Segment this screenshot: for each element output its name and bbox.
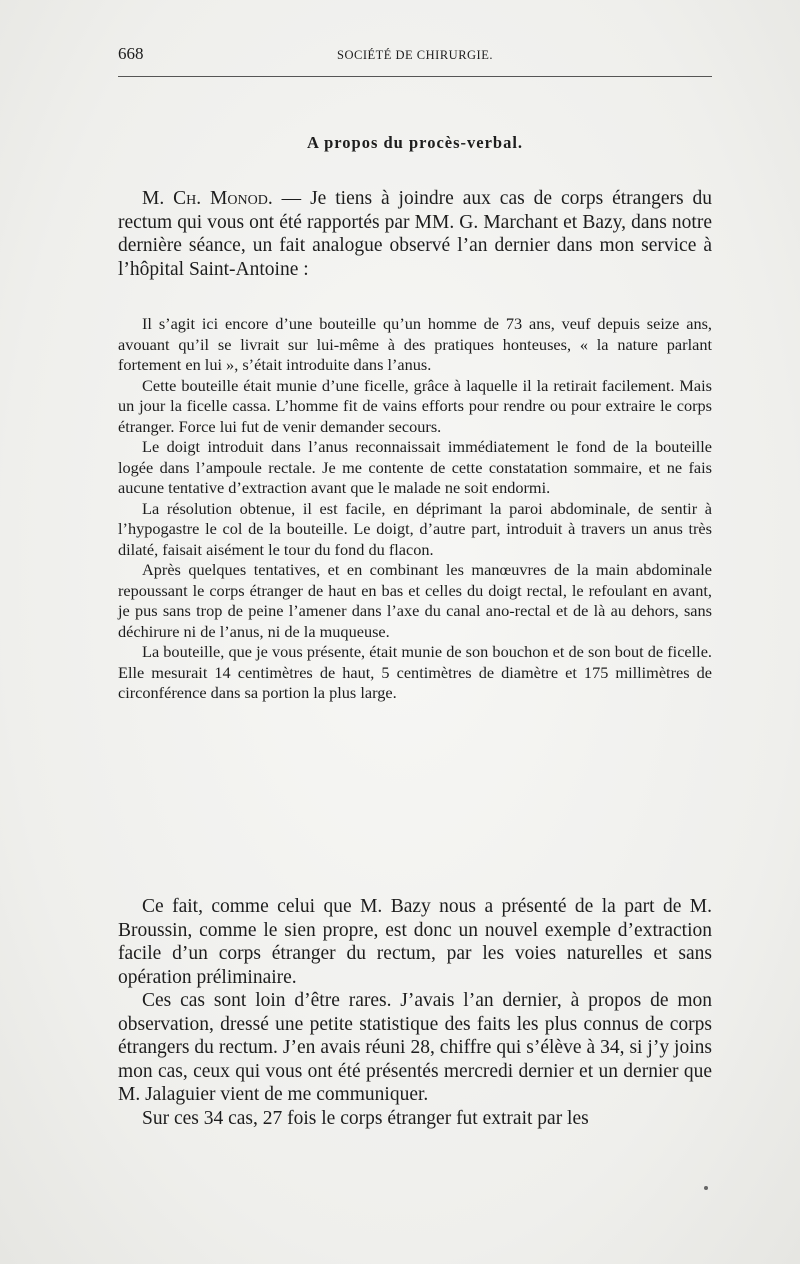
intro-body: — Je tiens à joindre aux cas de corps étrangers du rectum qui vous ont été rapportés par MM. G. Marchant et Bazy, dans notre dernière séance, un fait analogue observé l’an dernier dans mon service à l’hôpital Saint-Antoine : <box>118 188 712 280</box>
case-paragraph: Cette bouteille était munie d’une ficelle, grâce à laquelle il la retirait facilement. Mais un jour la ficelle cassa. L’homme fit de vains efforts pour rendre ou pour extraire le corps étranger. Force lui fut de venir demander secours. <box>118 375 712 436</box>
intro-paragraph <box>118 187 712 281</box>
case-report <box>118 314 712 704</box>
header-rule <box>118 76 712 77</box>
speaker-name: Ch. Monod. <box>173 188 273 209</box>
case-paragraph: Le doigt introduit dans l’anus reconnaissait immédiatement le fond de la bouteille logée dans l’ampoule rectale. Je me contente de cette constatation sommaire, et ne fais aucune tentative d’extraction avant que le malade ne soit endormi. <box>118 437 712 497</box>
intro-text <box>118 187 712 281</box>
section-title: A propos du procès-verbal. <box>306 133 524 152</box>
discussion <box>118 895 712 1130</box>
case-paragraph: Il s’agit ici encore d’une bouteille qu’un homme de 73 ans, veuf depuis seize ans, avouant qu’il se livrait sur lui-même à des pratiques honteuses, « la nature parlant fortement en lui », s’était introduite dans l’anus. <box>118 314 712 374</box>
discussion-paragraph: Ces cas sont loin d’être rares. J’avais l’an dernier, à propos de mon observation, dressé une petite statistique des faits les plus connus de corps étrangers du rectum. J’en avais réuni 28, chiffre qui s’élève à 34, si j’y joins mon cas, ceux qui vous ont été présentés mercredi dernier et un dernier que M. Jalaguier vient de me communiquer. <box>118 990 712 1105</box>
case-paragraph: La bouteille, que je vous présente, était munie de son bouchon et de son bout de ficelle. Elle mesurait 14 centimètres de haut, 5 centimètres de diamètre et 175 millimètres de circonférence dans sa portion la plus large. <box>118 642 712 702</box>
discussion-paragraph: Sur ces 34 cas, 27 fois le corps étranger fut extrait par les <box>142 1107 589 1129</box>
page-header <box>118 44 712 72</box>
speaker-prefix: M. <box>142 188 174 209</box>
page-number: 668 <box>118 44 144 63</box>
discussion-paragraph: Ce fait, comme celui que M. Bazy nous a présenté de la part de M. Broussin, comme le sien propre, est donc un nouvel exemple d’extraction facile d’un corps étranger du rectum, par les voies naturelles et sans opération préliminaire. <box>118 896 712 988</box>
ink-speck <box>704 1186 708 1190</box>
case-paragraph: Après quelques tentatives, et en combinant les manœuvres de la main abdominale repoussant le corps étranger de haut en bas et celles du doigt rectal, le refoulant en avant, je pus sans trop de peine l’amener dans l’axe du canal ano-rectal et de là au dehors, sans déchirure ni de l’anus, ni de la muqueuse. <box>118 560 712 641</box>
case-paragraph: La résolution obtenue, il est facile, en déprimant la paroi abdominale, de sentir à l’hypogastre le col de la bouteille. Le doigt, d’autre part, introduit à travers un anus très dilaté, faisait aisément le tour du fond du flacon. <box>118 498 712 559</box>
running-title: SOCIÉTÉ DE CHIRURGIE. <box>337 48 493 62</box>
